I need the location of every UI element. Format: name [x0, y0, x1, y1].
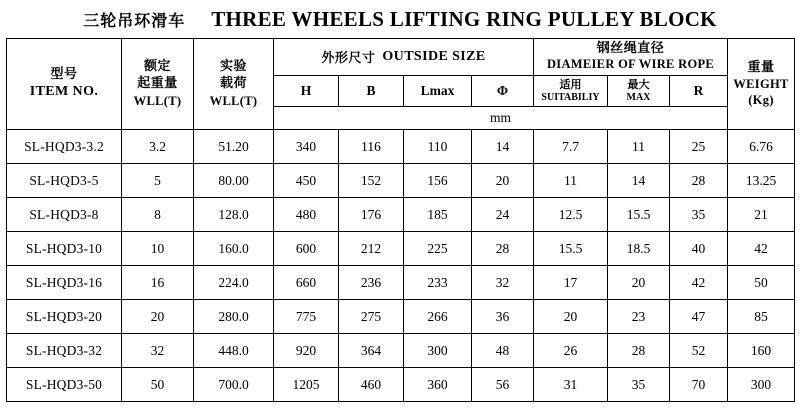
cell-phi: 28: [472, 232, 534, 266]
cell-item-no: SL-HQD3-8: [7, 198, 122, 232]
cell-max: 18.5: [608, 232, 670, 266]
cell-b: 364: [339, 334, 404, 368]
cell-wll-rated: 5: [122, 164, 194, 198]
wire-rope-label-en: DIAMEIER OF WIRE ROPE: [546, 57, 715, 72]
cell-item-no: SL-HQD3-20: [7, 300, 122, 334]
cell-lmax: 360: [404, 368, 472, 402]
cell-wll-test: 160.0: [194, 232, 274, 266]
column-header-wll-test: [194, 39, 274, 130]
cell-h: 600: [274, 232, 339, 266]
cell-item-no: SL-HQD3-50: [7, 368, 122, 402]
cell-b: 212: [339, 232, 404, 266]
wll-test-label-cn1: 实验: [219, 59, 247, 75]
weight-label-cn: 重量: [747, 59, 775, 75]
cell-suitability: 11: [534, 164, 608, 198]
cell-wll-test: 448.0: [194, 334, 274, 368]
cell-weight: 21: [728, 198, 795, 232]
column-header-wll-rated: [122, 39, 194, 130]
cell-lmax: 110: [404, 130, 472, 164]
cell-wll-test: 280.0: [194, 300, 274, 334]
wll-rated-label-en: WLL(T): [133, 93, 182, 108]
wll-rated-label-cn1: 额定: [143, 59, 171, 75]
cell-suitability: 7.7: [534, 130, 608, 164]
cell-lmax: 233: [404, 266, 472, 300]
cell-suitability: 31: [534, 368, 608, 402]
cell-weight: 13.25: [728, 164, 795, 198]
cell-b: 236: [339, 266, 404, 300]
table-row: [7, 300, 795, 334]
cell-wll-rated: 8: [122, 198, 194, 232]
cell-wll-test: 224.0: [194, 266, 274, 300]
cell-phi: 14: [472, 130, 534, 164]
cell-r: 35: [670, 198, 728, 232]
cell-weight: 50: [728, 266, 795, 300]
cell-phi: 48: [472, 334, 534, 368]
cell-r: 42: [670, 266, 728, 300]
item-no-label-en: ITEM NO.: [29, 84, 99, 100]
cell-max: 28: [608, 334, 670, 368]
cell-item-no: SL-HQD3-5: [7, 164, 122, 198]
cell-h: 340: [274, 130, 339, 164]
specification-table: [6, 38, 795, 402]
table-header: [7, 39, 795, 130]
cell-weight: 6.76: [728, 130, 795, 164]
cell-suitability: 12.5: [534, 198, 608, 232]
cell-r: 70: [670, 368, 728, 402]
cell-r: 47: [670, 300, 728, 334]
cell-lmax: 266: [404, 300, 472, 334]
table-row: [7, 164, 795, 198]
outside-size-label-cn: 外形尺寸: [321, 51, 376, 67]
cell-max: 20: [608, 266, 670, 300]
cell-phi: 32: [472, 266, 534, 300]
max-label-cn: 最大: [627, 77, 650, 91]
cell-h: 1205: [274, 368, 339, 402]
header-row-groups: [7, 39, 795, 76]
cell-lmax: 300: [404, 334, 472, 368]
cell-wll-rated: 3.2: [122, 130, 194, 164]
column-header-max: [608, 75, 670, 106]
cell-lmax: 156: [404, 164, 472, 198]
column-group-wire-rope: [534, 39, 728, 76]
column-header-item-no: [7, 39, 122, 130]
cell-suitability: 20: [534, 300, 608, 334]
table-row: [7, 130, 795, 164]
wll-test-label-cn2: 载荷: [219, 76, 247, 92]
cell-weight: 300: [728, 368, 795, 402]
page-title-chinese: 三轮吊环滑车: [83, 10, 186, 30]
cell-b: 460: [339, 368, 404, 402]
cell-item-no: SL-HQD3-3.2: [7, 130, 122, 164]
cell-b: 176: [339, 198, 404, 232]
cell-weight: 42: [728, 232, 795, 266]
cell-lmax: 225: [404, 232, 472, 266]
cell-weight: 85: [728, 300, 795, 334]
cell-h: 775: [274, 300, 339, 334]
cell-b: 275: [339, 300, 404, 334]
cell-r: 25: [670, 130, 728, 164]
table-body: [7, 130, 795, 402]
column-header-weight: [728, 39, 795, 130]
page-title: [6, 0, 794, 38]
cell-wll-test: 700.0: [194, 368, 274, 402]
cell-phi: 36: [472, 300, 534, 334]
cell-wll-test: 128.0: [194, 198, 274, 232]
cell-max: 23: [608, 300, 670, 334]
wire-rope-label-cn: 钢丝绳直径: [596, 41, 665, 56]
cell-wll-rated: 20: [122, 300, 194, 334]
outside-size-label-en: OUTSIDE SIZE: [382, 48, 486, 64]
page-title-english: THREE WHEELS LIFTING RING PULLEY BLOCK: [211, 6, 717, 31]
cell-b: 152: [339, 164, 404, 198]
cell-max: 15.5: [608, 198, 670, 232]
column-header-suitability: [534, 75, 608, 106]
cell-phi: 56: [472, 368, 534, 402]
cell-max: 35: [608, 368, 670, 402]
cell-wll-test: 80.00: [194, 164, 274, 198]
cell-b: 116: [339, 130, 404, 164]
weight-label-unit: (Kg): [748, 93, 774, 108]
cell-h: 920: [274, 334, 339, 368]
table-row: [7, 266, 795, 300]
cell-r: 52: [670, 334, 728, 368]
cell-wll-rated: 10: [122, 232, 194, 266]
table-row: [7, 198, 795, 232]
cell-wll-rated: 50: [122, 368, 194, 402]
item-no-label-cn: 型号: [50, 66, 78, 82]
cell-r: 28: [670, 164, 728, 198]
cell-wll-rated: 32: [122, 334, 194, 368]
table-row: [7, 232, 795, 266]
suitability-label-cn: 适用: [559, 77, 582, 91]
cell-max: 11: [608, 130, 670, 164]
cell-wll-rated: 16: [122, 266, 194, 300]
suitability-label-en: SUITABILIY: [541, 91, 600, 103]
cell-suitability: 26: [534, 334, 608, 368]
cell-item-no: SL-HQD3-10: [7, 232, 122, 266]
cell-suitability: 15.5: [534, 232, 608, 266]
column-header-h: H: [274, 75, 339, 106]
cell-item-no: SL-HQD3-32: [7, 334, 122, 368]
cell-r: 40: [670, 232, 728, 266]
column-header-phi: Φ: [472, 75, 534, 106]
weight-label-en: WEIGHT: [733, 77, 789, 92]
wll-test-label-en: WLL(T): [209, 93, 258, 108]
cell-item-no: SL-HQD3-16: [7, 266, 122, 300]
table-row: [7, 334, 795, 368]
column-header-r: R: [670, 75, 728, 106]
column-header-b: B: [339, 75, 404, 106]
cell-lmax: 185: [404, 198, 472, 232]
table-row: [7, 368, 795, 402]
max-label-en: MAX: [626, 91, 651, 103]
cell-wll-test: 51.20: [194, 130, 274, 164]
cell-phi: 24: [472, 198, 534, 232]
column-group-outside-size: [274, 39, 534, 76]
wll-rated-label-cn2: 起重量: [137, 76, 178, 92]
cell-weight: 160: [728, 334, 795, 368]
cell-h: 660: [274, 266, 339, 300]
cell-h: 480: [274, 198, 339, 232]
cell-suitability: 17: [534, 266, 608, 300]
unit-cell-mm: mm: [274, 107, 728, 130]
cell-max: 14: [608, 164, 670, 198]
column-header-lmax: Lmax: [404, 75, 472, 106]
cell-phi: 20: [472, 164, 534, 198]
cell-h: 450: [274, 164, 339, 198]
